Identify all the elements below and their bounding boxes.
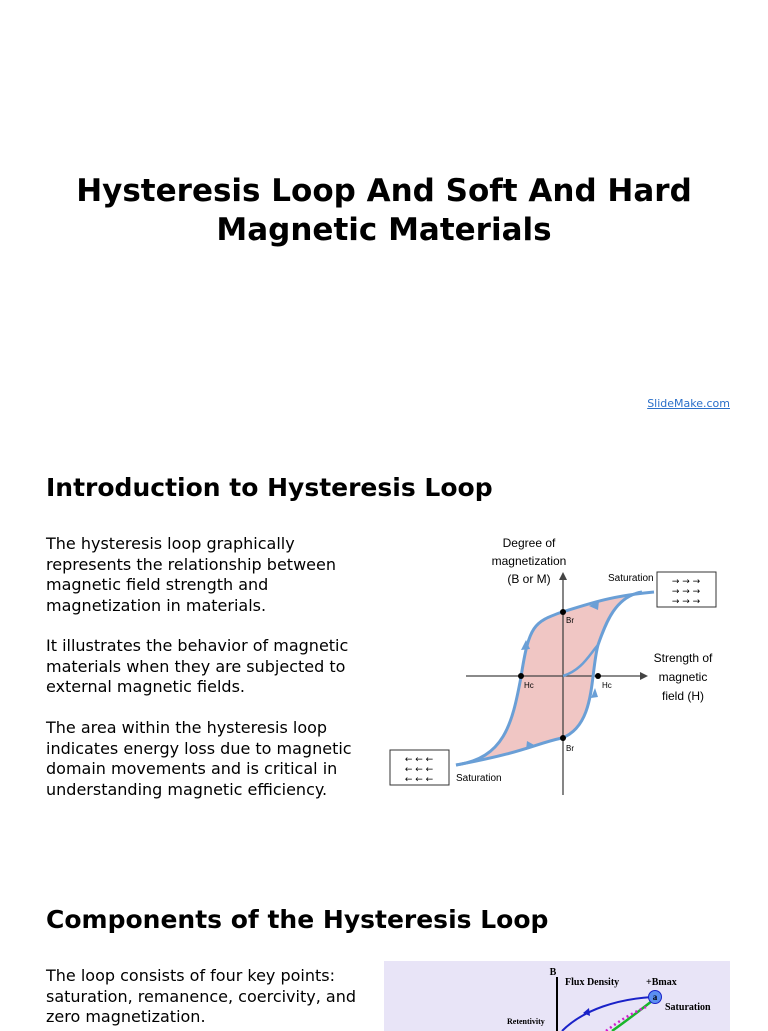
- green-curve: [612, 1001, 652, 1031]
- components-heading: Components of the Hysteresis Loop: [46, 905, 549, 934]
- components-diagram: [384, 961, 730, 1031]
- y-axis-arrow: [559, 572, 567, 580]
- hc-left-point: [518, 673, 524, 679]
- y-axis-label-line1: Degree of: [502, 536, 556, 550]
- bmax-label: +Bmax: [646, 977, 677, 988]
- intro-heading: Introduction to Hysteresis Loop: [46, 473, 493, 502]
- domain-box-left: [390, 750, 449, 785]
- components-paragraph-1: The loop consists of four key points: saturation, remanence, coercivity, and zero magnetization.: [46, 966, 356, 1026]
- hc-right-point: [595, 673, 601, 679]
- arrow-row-left: ← ← ←: [404, 775, 434, 785]
- source-link[interactable]: SlideMake.com: [647, 397, 730, 410]
- x-axis-label-line2: magnetic: [658, 670, 708, 684]
- x-axis-arrow: [640, 672, 648, 680]
- hysteresis-loop-diagram: [384, 530, 730, 800]
- hc-left-label: Hc: [524, 681, 534, 690]
- arrow-row-right: → → →: [671, 587, 701, 597]
- blue-curve: [562, 997, 652, 1031]
- retentivity-label: Retentivity: [507, 1017, 545, 1026]
- components-diagram-svg: [384, 961, 730, 1031]
- point-a-label: a: [652, 992, 658, 1002]
- intro-paragraph-3: The area within the hysteresis loop indicates energy loss due to magnetic domain movements and is critical in understanding magnetic efficiency.: [46, 718, 352, 799]
- x-axis-label-line1: Strength of: [653, 651, 713, 665]
- br-bottom-point: [560, 735, 566, 741]
- saturation-top-label: Saturation: [608, 573, 654, 584]
- intro-paragraph-2: It illustrates the behavior of magnetic materials when they are subjected to external magnetic fields.: [46, 636, 349, 696]
- hc-right-label: Hc: [602, 681, 612, 690]
- br-bottom-label: Br: [566, 744, 574, 753]
- slide-title: Hysteresis Loop And Soft And Hard Magnetic Materials: [76, 173, 692, 248]
- intro-paragraph-1: The hysteresis loop graphically represents the relationship between magnetic field strength and magnetization in materials.: [46, 534, 336, 615]
- arrow-row-left: ← ← ←: [404, 765, 434, 775]
- saturation-bottom-label: Saturation: [456, 773, 502, 784]
- saturation-label: Saturation: [665, 1002, 711, 1013]
- br-top-point: [560, 609, 566, 615]
- arrow-row-left: ← ← ←: [404, 755, 434, 765]
- y-axis-label-line3: (B or M): [507, 572, 551, 586]
- x-axis-label-line3: field (H): [661, 689, 705, 703]
- b-axis-label: B: [549, 967, 557, 978]
- y-axis-label-line2: magnetization: [491, 554, 567, 568]
- br-top-label: Br: [566, 616, 574, 625]
- domain-box-right: [657, 572, 716, 607]
- flux-density-label: Flux Density: [565, 977, 620, 988]
- arrow-row-right: → → →: [671, 597, 701, 607]
- arrow-row-right: → → →: [671, 577, 701, 587]
